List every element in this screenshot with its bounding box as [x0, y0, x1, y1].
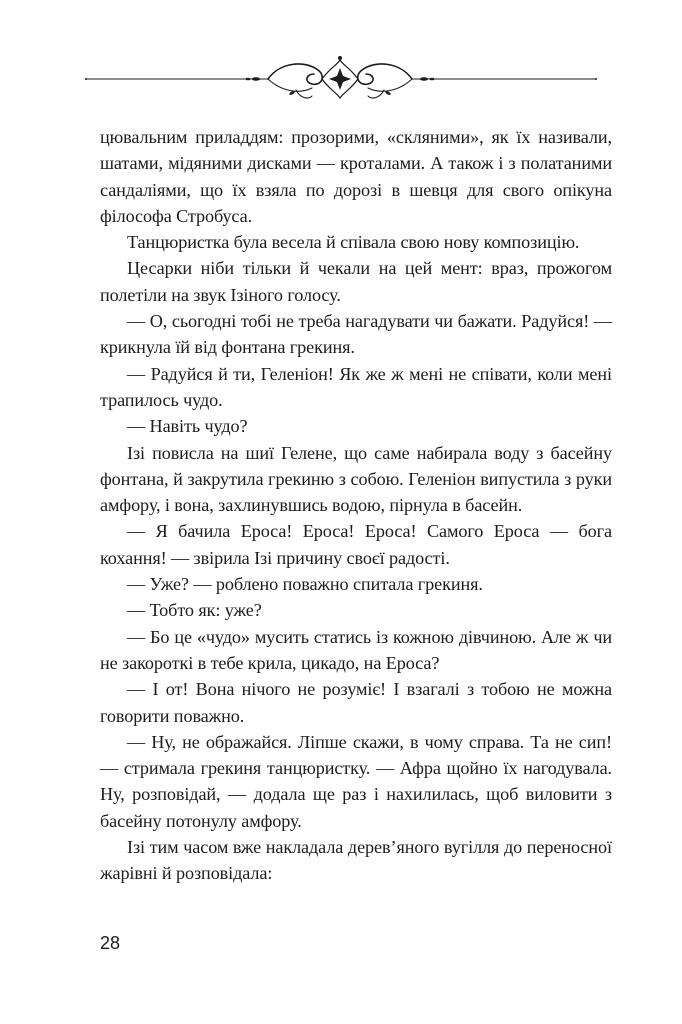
body-text	[100, 124, 612, 887]
paragraph: — Тобто як: уже?	[127, 600, 262, 621]
paragraph: Танцюристка була весела й співала свою нову композицію.	[127, 232, 580, 253]
paragraph: цювальним приладдям: прозорими, «скляними», як їх називали, шатами, мідяними дисками — кроталами. А також і з полатаними сандаліями, що їх взяла по дорозі в шевця для свого опікуна філософа Стробуса.	[100, 127, 612, 226]
paragraph: — Уже? — роблено поважно спитала грекиня.	[127, 574, 483, 595]
paragraph: — Радуйся й ти, Геленіон! Як же ж мені не співати, коли мені трапилось чудо.	[100, 363, 612, 410]
paragraph: Ізі повисла на шиї Гелене, що саме набирала воду з басейну фонтана, й закрутила грекиню з собою. Геленіон випустила з руки амфору, і вона, захлинувшись водою, пірнула в басейн.	[100, 442, 612, 516]
paragraph: Цесарки ніби тільки й чекали на цей мент: враз, прожогом полетіли на звук Ізіного голосу.	[100, 258, 612, 305]
paragraph: — Ну, не ображайся. Ліпше скажи, в чому справа. Та не сип! — стримала грекиня танцюристку. — Афра щойно їх нагодувала. Ну, розповідай, — додала ще раз і нахилилась, щоб виловити з басейну потонулу амфору.	[100, 731, 612, 831]
paragraph: — О, сьогодні тобі не треба нагадувати чи бажати. Радуйся! — крикнула їй від фонтана грекиня.	[100, 311, 612, 358]
flourish-ornament-icon	[0, 52, 682, 106]
paragraph: — Бо це «чудо» мусить статись із кожною дівчиною. Але ж чи не закороткі в тебе крила, цикадо, на Ероса?	[100, 626, 612, 673]
paragraph: — Навіть чудо?	[127, 416, 248, 437]
paragraph: — І от! Вона нічого не розуміє! І взагалі з тобою не можна говорити поважно.	[100, 679, 612, 726]
paragraph: — Я бачила Ероса! Ероса! Ероса! Самого Ероса — бога кохання! — звірила Ізі причину своєї радості.	[100, 521, 612, 568]
paragraph: Ізі тим часом вже накладала дерев’яного вугілля до переносної жарівні й розповідала:	[100, 837, 612, 884]
page-number: 28	[100, 933, 121, 953]
